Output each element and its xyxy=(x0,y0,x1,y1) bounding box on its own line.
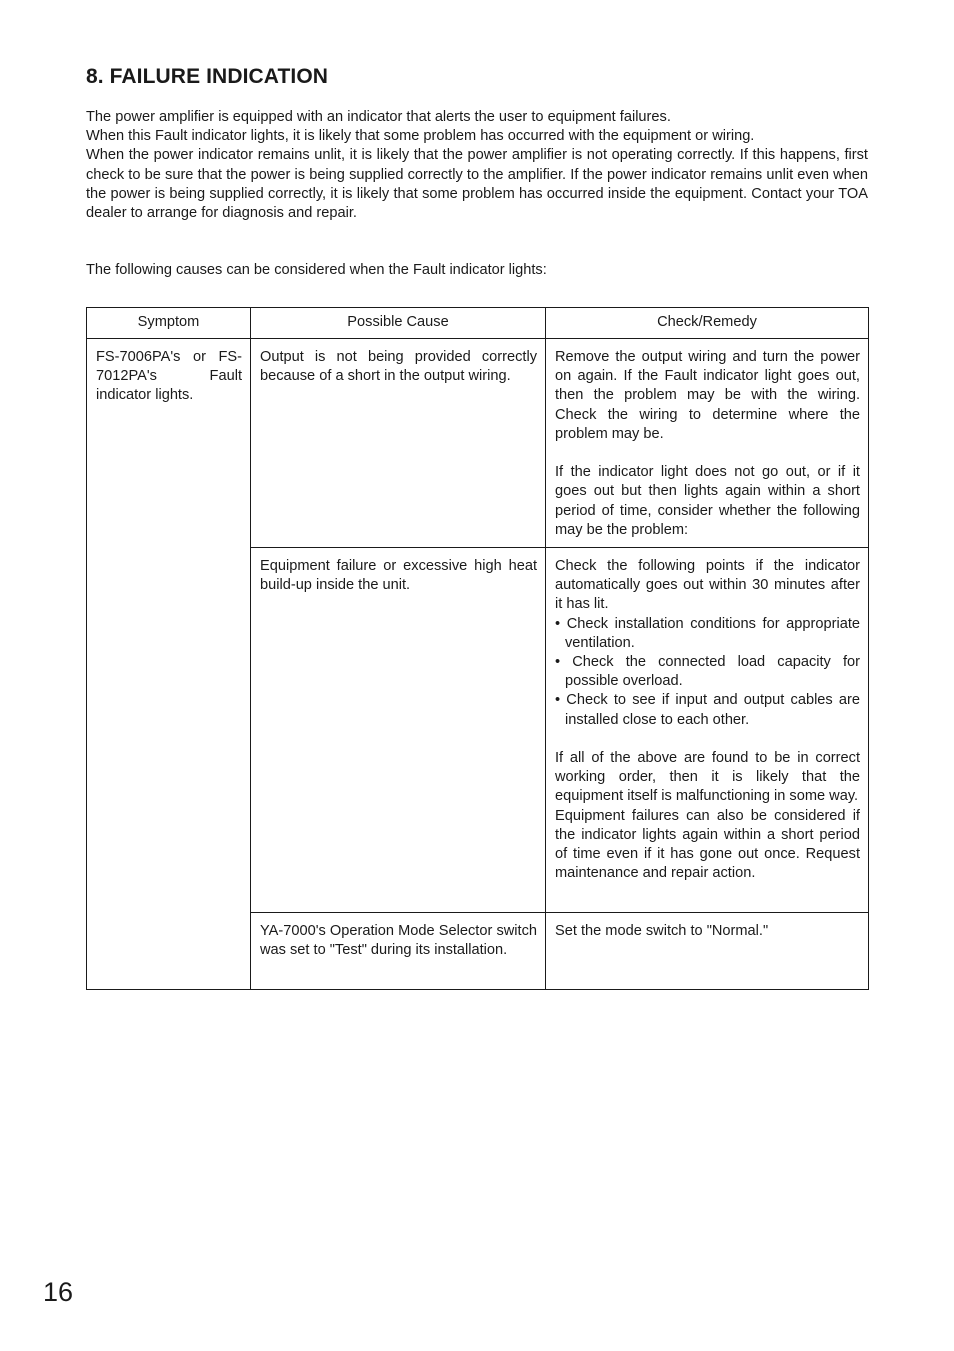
remedy-bullet: • Check to see if input and output cables are installed close to each other. xyxy=(555,692,860,728)
remedy-bullet: • Check the connected load capacity for possible overload. xyxy=(555,654,860,690)
table-row xyxy=(87,339,869,548)
cause-text: Equipment failure or excessive high heat build-up inside the unit. xyxy=(260,558,537,594)
intro-line-1: The power amplifier is equipped with an indicator that alerts the user to equipment failures. xyxy=(86,109,671,125)
cause-text: YA-7000's Operation Mode Selector switch was set to "Test" during its installation. xyxy=(260,923,537,959)
symptom-text: FS-7006PA's or FS-7012PA's Fault indicator lights. xyxy=(96,349,242,404)
remedy-cell xyxy=(546,548,869,913)
remedy-text: Set the mode switch to "Normal." xyxy=(555,923,769,940)
table-lead-in: The following causes can be considered when the Fault indicator lights: xyxy=(86,262,547,278)
page-number: 16 xyxy=(43,1277,74,1307)
header-check-remedy: Check/Remedy xyxy=(546,308,869,339)
section-title: 8. FAILURE INDICATION xyxy=(86,65,329,88)
table-header-row xyxy=(87,308,869,339)
symptom-cell xyxy=(87,339,251,990)
remedy-text: Check the following points if the indicator automatically goes out within 30 minutes after it has lit. xyxy=(555,558,860,613)
remedy-text: If the indicator light does not go out, or if it goes out but then lights again within a short period of time, consider whether the following may be the problem: xyxy=(555,464,860,538)
header-possible-cause: Possible Cause xyxy=(251,308,546,339)
intro-line-2: When this Fault indicator lights, it is likely that some problem has occurred with the equipment or wiring. xyxy=(86,128,755,145)
remedy-cell xyxy=(546,913,869,990)
intro-text xyxy=(86,108,868,223)
cause-cell xyxy=(251,339,546,548)
intro-paragraph-3: When the power indicator remains unlit, it is likely that the power amplifier is not operating correctly. If this happens, first check to be sure that the power is being supplied correctly to the amplifier. If the power indicator remains unlit even when the power is being supplied correctly, it is likely that some problem has occurred inside the equipment. Contact your TOA dealer to arrange for diagnosis and repair. xyxy=(86,147,868,222)
remedy-text: Equipment failures can also be considered if the indicator lights again within a short period of time even if it has gone out once. Request maintenance and repair action. xyxy=(555,807,860,882)
cause-cell xyxy=(251,548,546,913)
remedy-text: If all of the above are found to be in correct working order, then it is likely that the equipment itself is malfunctioning in some way. xyxy=(555,750,860,805)
fault-table xyxy=(86,307,869,990)
remedy-text: Remove the output wiring and turn the power on again. If the Fault indicator light goes out, then the problem may be with the wiring. Check the wiring to determine where the problem may be. xyxy=(555,349,860,442)
remedy-cell xyxy=(546,339,869,548)
cause-cell xyxy=(251,913,546,990)
cause-text: Output is not being provided correctly because of a short in the output wiring. xyxy=(260,349,537,385)
remedy-bullet: • Check installation conditions for appropriate ventilation. xyxy=(555,615,860,651)
header-symptom: Symptom xyxy=(87,308,251,339)
